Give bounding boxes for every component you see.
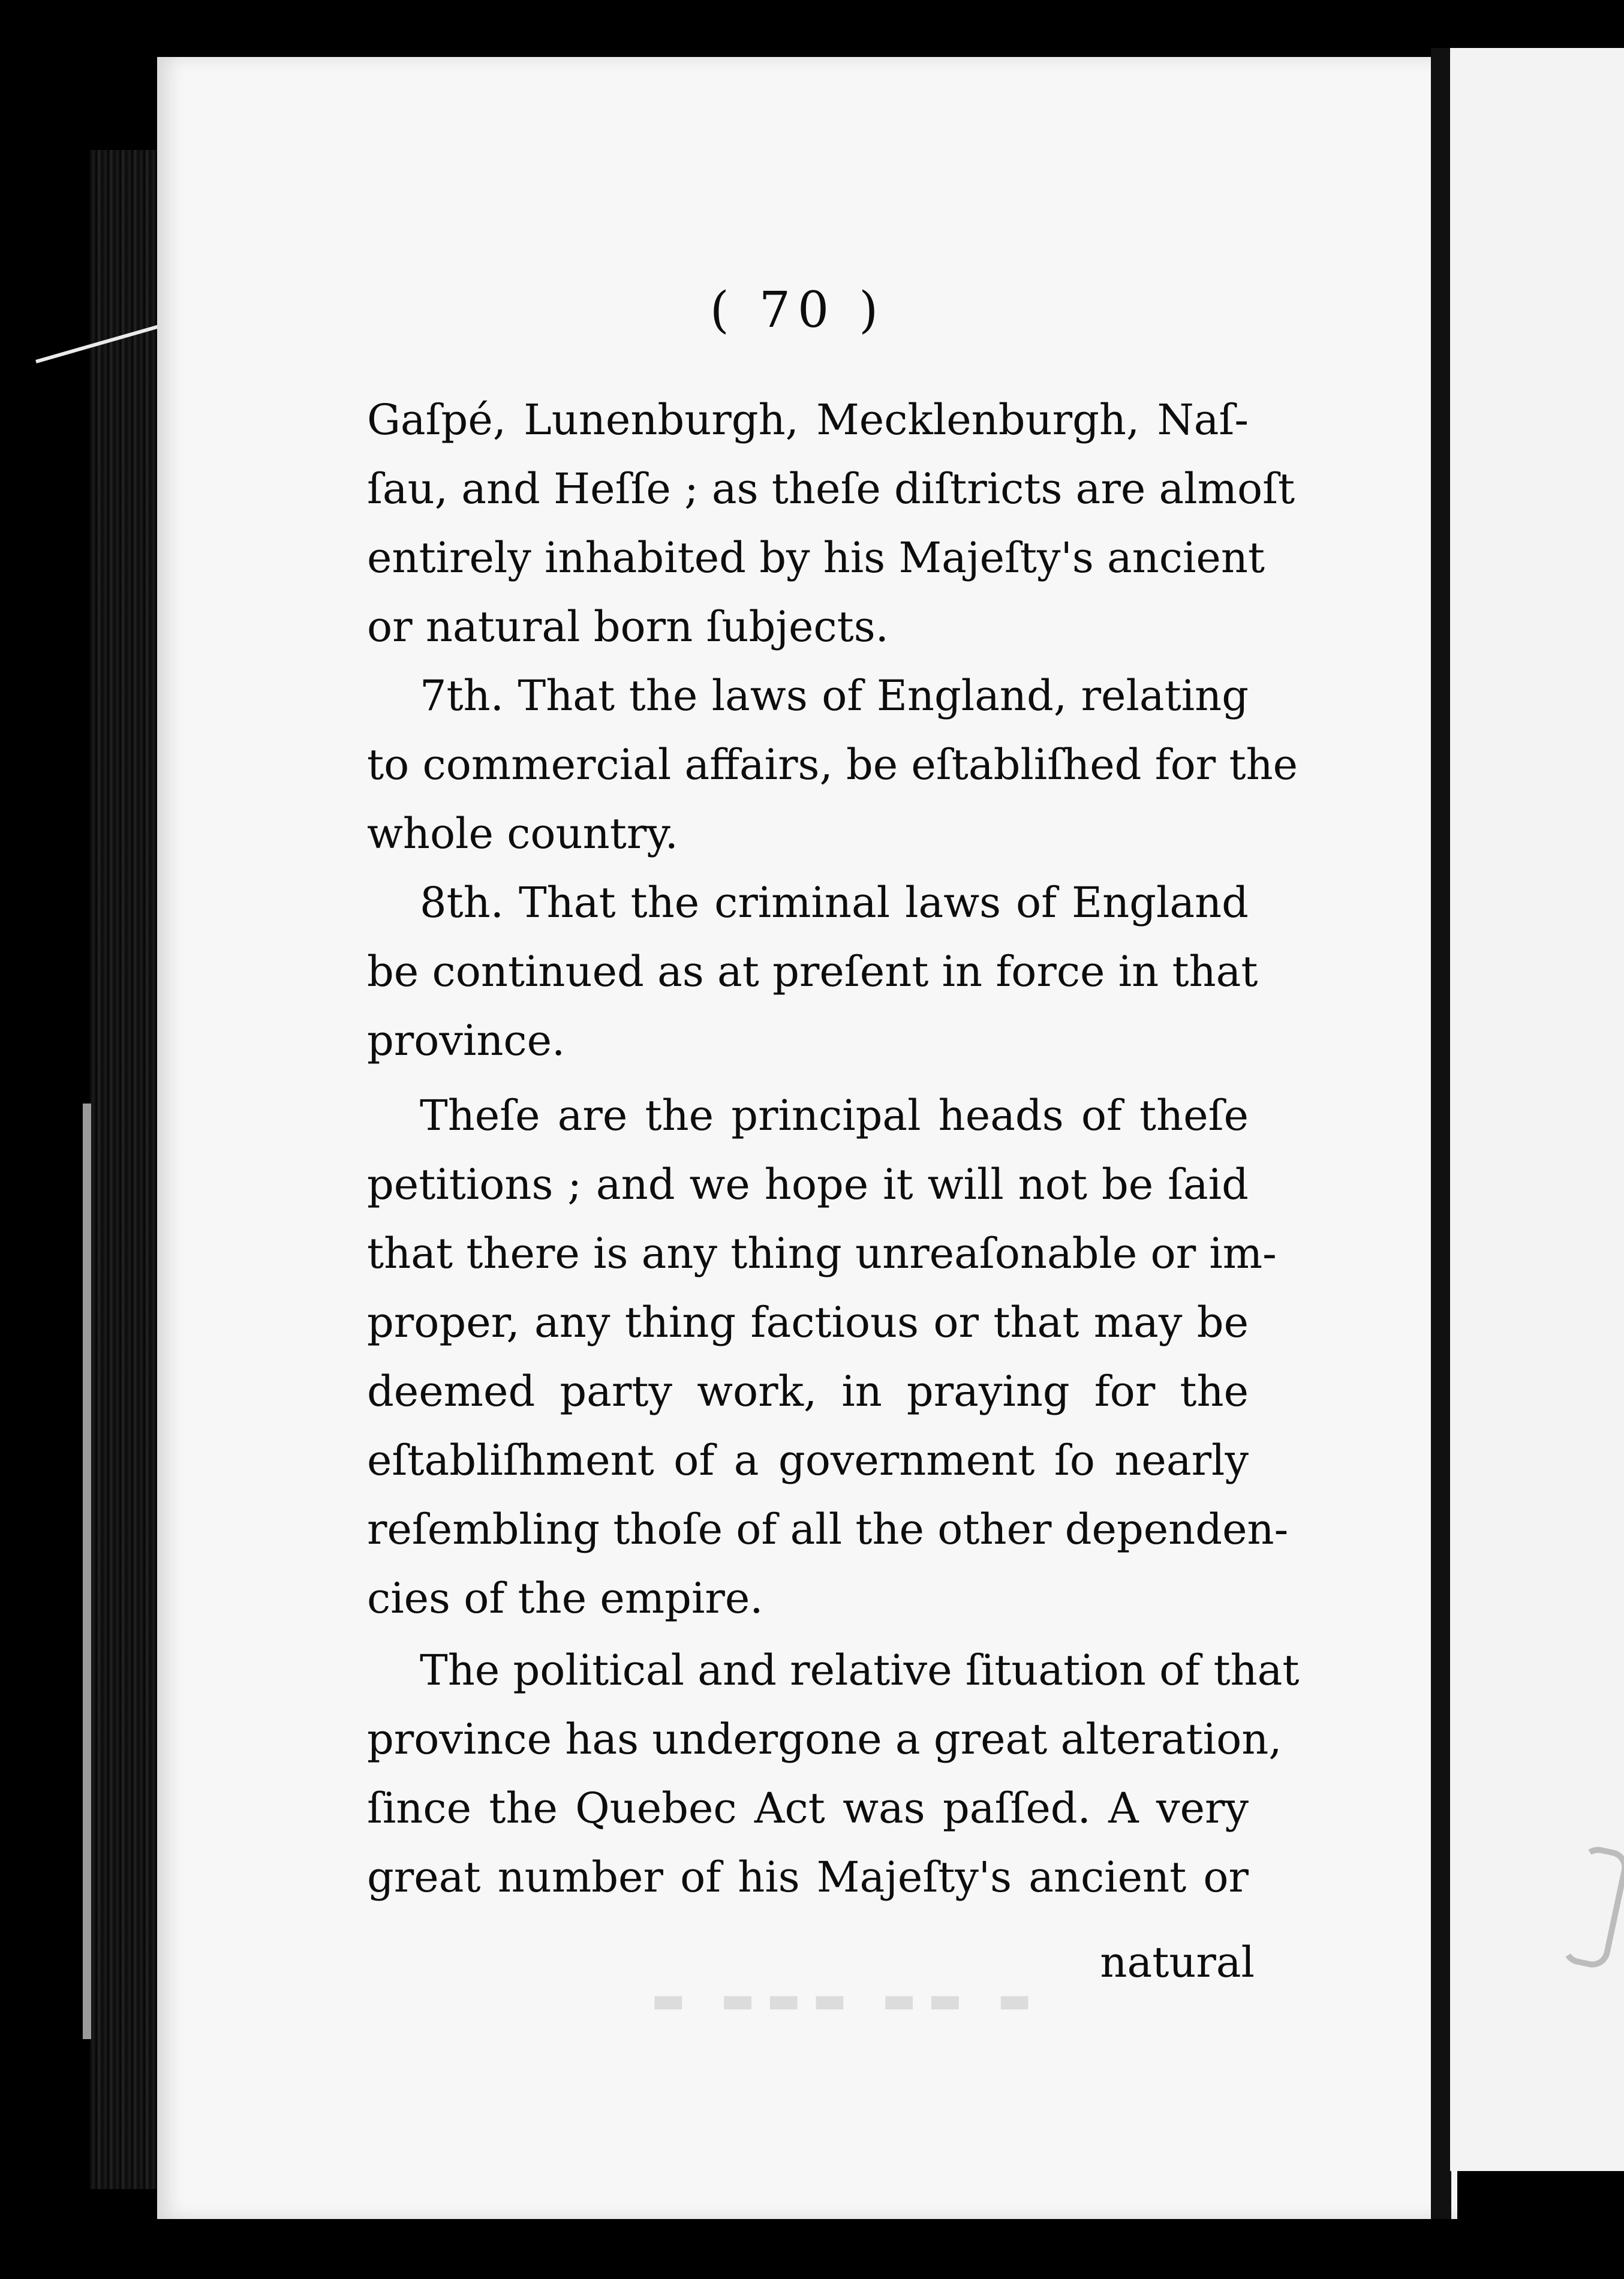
show-through-texture: ▬ ▬▬ ▬▬▬ ▬ (639, 1979, 1031, 2021)
page-number: ( 70 ) (709, 282, 886, 339)
text-line: ſau, and Heſſe ; as theſe diſtricts are almoſt (367, 464, 1295, 513)
text-line: or natural born ſubjects. (367, 602, 889, 651)
text-line: to commercial affairs, be eſtabliſhed for the (367, 740, 1298, 789)
text-line: great number of his Majeſty's ancient or (367, 1853, 1249, 1902)
text-line: ſince the Quebec Act was paſſed. A very (367, 1784, 1249, 1833)
text-line: province. (367, 1016, 566, 1065)
text-line: Gaſpé, Lunenburgh, Mecklenburgh, Naſ- (367, 395, 1249, 444)
text-line: reſembling thoſe of all the other dependen- (367, 1505, 1289, 1554)
text-line: 7th. That the laws of England, relating (420, 671, 1249, 720)
text-line: Theſe are the principal heads of theſe (420, 1091, 1249, 1140)
text-line: entirely inhabited by his Majeſty's ancient (367, 533, 1265, 582)
text-line: 8th. That the criminal laws of England (420, 878, 1249, 927)
text-line: be continued as at preſent in force in that (367, 947, 1258, 996)
text-line: cies of the empire. (367, 1574, 763, 1623)
catchword: natural (1100, 1938, 1255, 1987)
text-line: whole country. (367, 809, 678, 858)
text-line: The political and relative ſituation of that (420, 1646, 1300, 1695)
book-edge-highlight (83, 1104, 91, 2039)
text-line: deemed party work, in praying for the (367, 1367, 1249, 1416)
text-line: petitions ; and we hope it will not be ſaid (367, 1160, 1249, 1209)
text-line: eſtabliſhment of a government ſo nearly (367, 1436, 1249, 1485)
page-gutter (1431, 48, 1451, 2219)
text-line: that there is any thing unreaſonable or im- (367, 1229, 1277, 1278)
text-line: province has undergone a great alteration, (367, 1715, 1282, 1764)
text-line: proper, any thing factious or that may be (367, 1298, 1249, 1347)
